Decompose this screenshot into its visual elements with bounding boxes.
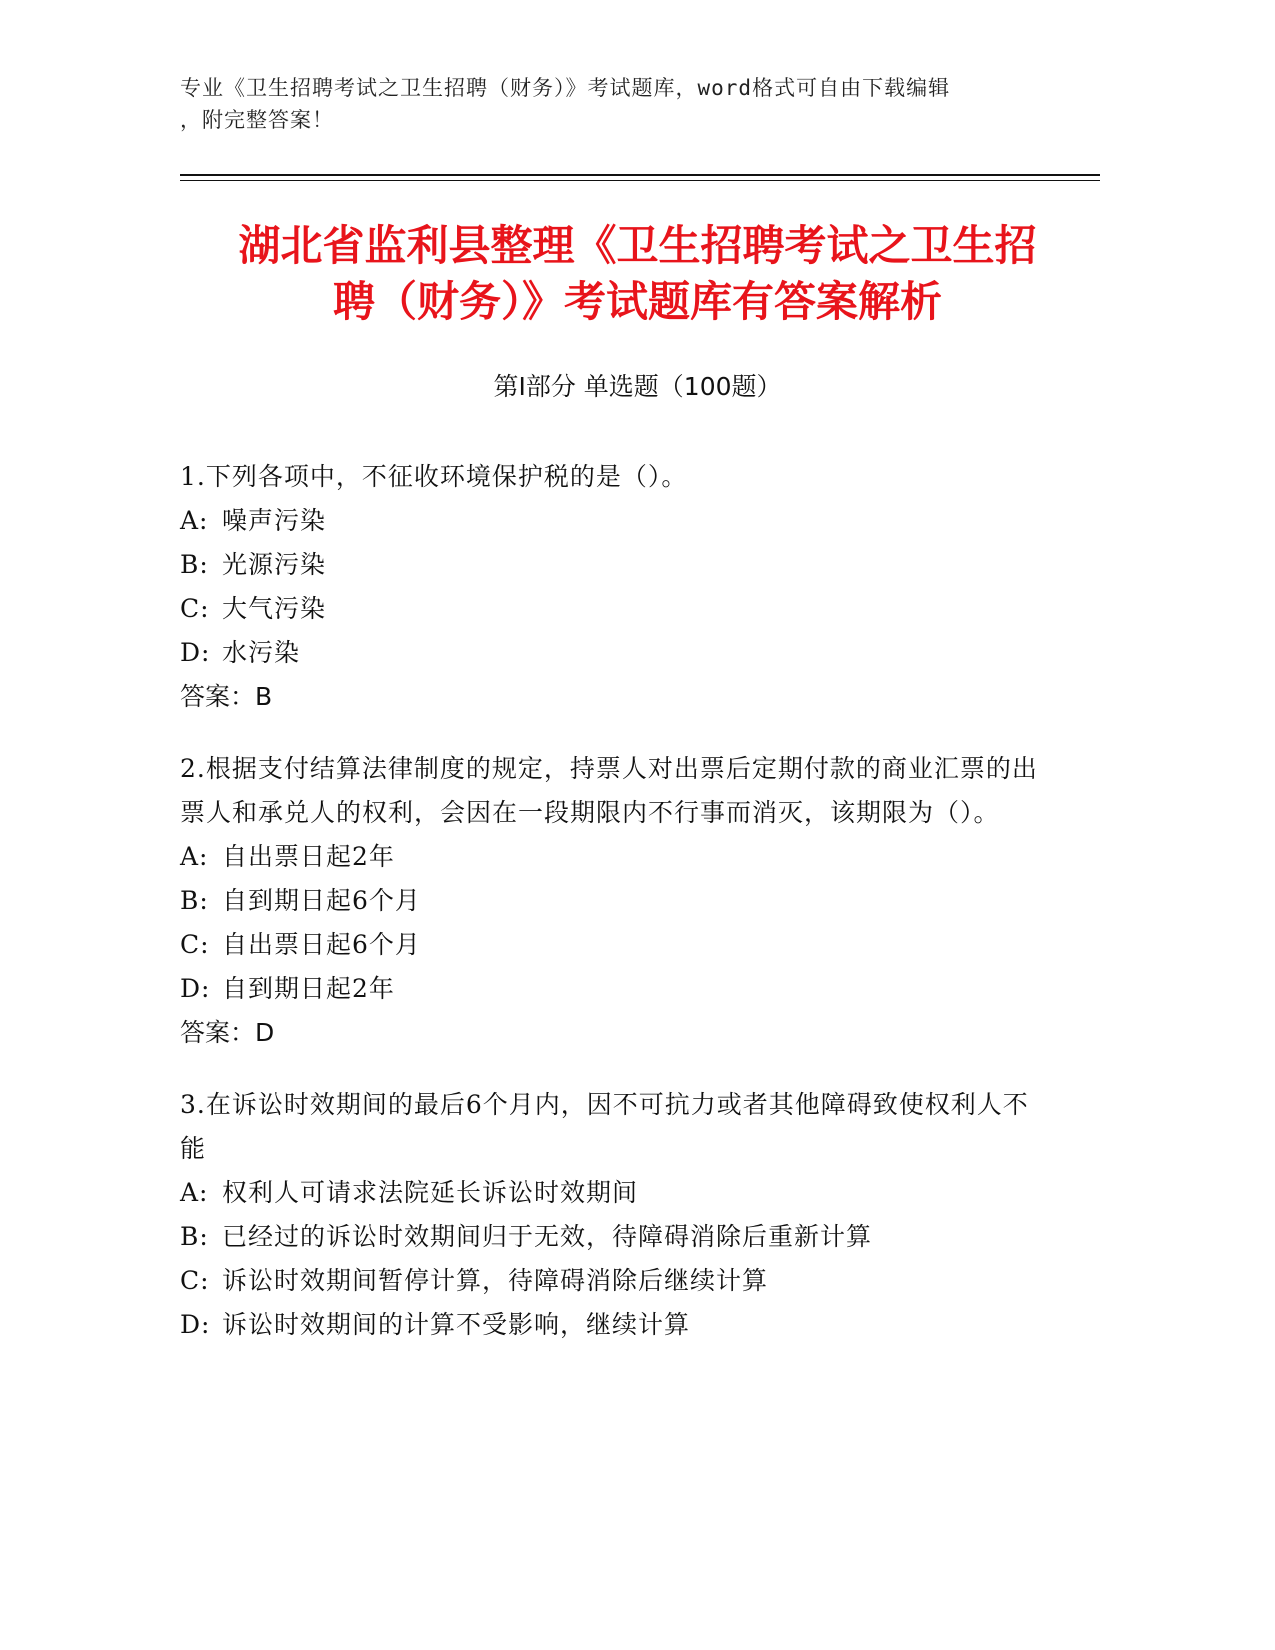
option-text: 自出票日起6个月 xyxy=(222,930,421,959)
section-heading: 第Ⅰ部分 单选题（100题） xyxy=(493,372,782,401)
answer-line: 答案：D xyxy=(180,1018,275,1047)
question-stem: 3.在诉讼时效期间的最后6个月内，因不可抗力或者其他障碍致使权利人不能 xyxy=(180,1090,1029,1163)
option-text: 已经过的诉讼时效期间归于无效，待障碍消除后重新计算 xyxy=(222,1222,873,1251)
header-note-line-2: ，附完整答案！ xyxy=(180,108,334,132)
option-text: 大气污染 xyxy=(222,594,327,623)
option-text: 水污染 xyxy=(222,638,301,667)
option-key: A: xyxy=(180,842,209,871)
header-note-line-1: 专业《卫生招聘考试之卫生招聘（财务）》考试题库，word格式可自由下载编辑 xyxy=(180,76,951,100)
option-a xyxy=(180,835,1040,879)
option-text: 光源污染 xyxy=(222,550,327,579)
option-c xyxy=(180,587,1040,631)
option-key: B: xyxy=(180,1222,209,1251)
header-note xyxy=(180,72,1080,136)
option-text: 诉讼时效期间的计算不受影响，继续计算 xyxy=(222,1310,691,1339)
option-d xyxy=(180,1303,1040,1347)
option-key: A: xyxy=(180,506,209,535)
header-divider-thick xyxy=(180,174,1100,176)
option-text: 诉讼时效期间暂停计算，待障碍消除后继续计算 xyxy=(222,1266,769,1295)
answer-line: 答案：B xyxy=(180,682,273,711)
option-a xyxy=(180,1171,1040,1215)
question-3 xyxy=(180,1083,1040,1347)
option-key: B: xyxy=(180,550,209,579)
option-key: D: xyxy=(180,974,211,1003)
option-text: 噪声污染 xyxy=(222,506,327,535)
document-title xyxy=(150,218,1125,330)
question-stem: 1.下列各项中，不征收环境保护税的是（）。 xyxy=(180,462,688,491)
option-key: D: xyxy=(180,1310,211,1339)
question-2 xyxy=(180,747,1040,1055)
question-stem: 2.根据支付结算法律制度的规定，持票人对出票后定期付款的商业汇票的出票人和承兑人的权利，会因在一段期限内不行事而消灭，该期限为（）。 xyxy=(180,754,1038,827)
question-list xyxy=(180,455,1040,1375)
option-key: B: xyxy=(180,886,209,915)
option-b xyxy=(180,543,1040,587)
option-text: 权利人可请求法院延长诉讼时效期间 xyxy=(222,1178,639,1207)
option-d xyxy=(180,631,1040,675)
option-key: C: xyxy=(180,1266,210,1295)
document-title-line-2: 聘（财务）》考试题库有答案解析 xyxy=(332,277,942,326)
option-c xyxy=(180,1259,1040,1303)
question-1 xyxy=(180,455,1040,719)
option-text: 自到期日起2年 xyxy=(222,974,395,1003)
option-text: 自到期日起6个月 xyxy=(222,886,421,915)
option-a xyxy=(180,499,1040,543)
option-key: A: xyxy=(180,1178,209,1207)
option-c xyxy=(180,923,1040,967)
option-text: 自出票日起2年 xyxy=(222,842,395,871)
document-title-line-1: 湖北省监利县整理《卫生招聘考试之卫生招 xyxy=(238,221,1037,270)
option-d xyxy=(180,967,1040,1011)
option-key: D: xyxy=(180,638,211,667)
option-key: C: xyxy=(180,594,210,623)
option-b xyxy=(180,1215,1040,1259)
option-key: C: xyxy=(180,930,210,959)
option-b xyxy=(180,879,1040,923)
header-divider-thin xyxy=(180,180,1100,181)
